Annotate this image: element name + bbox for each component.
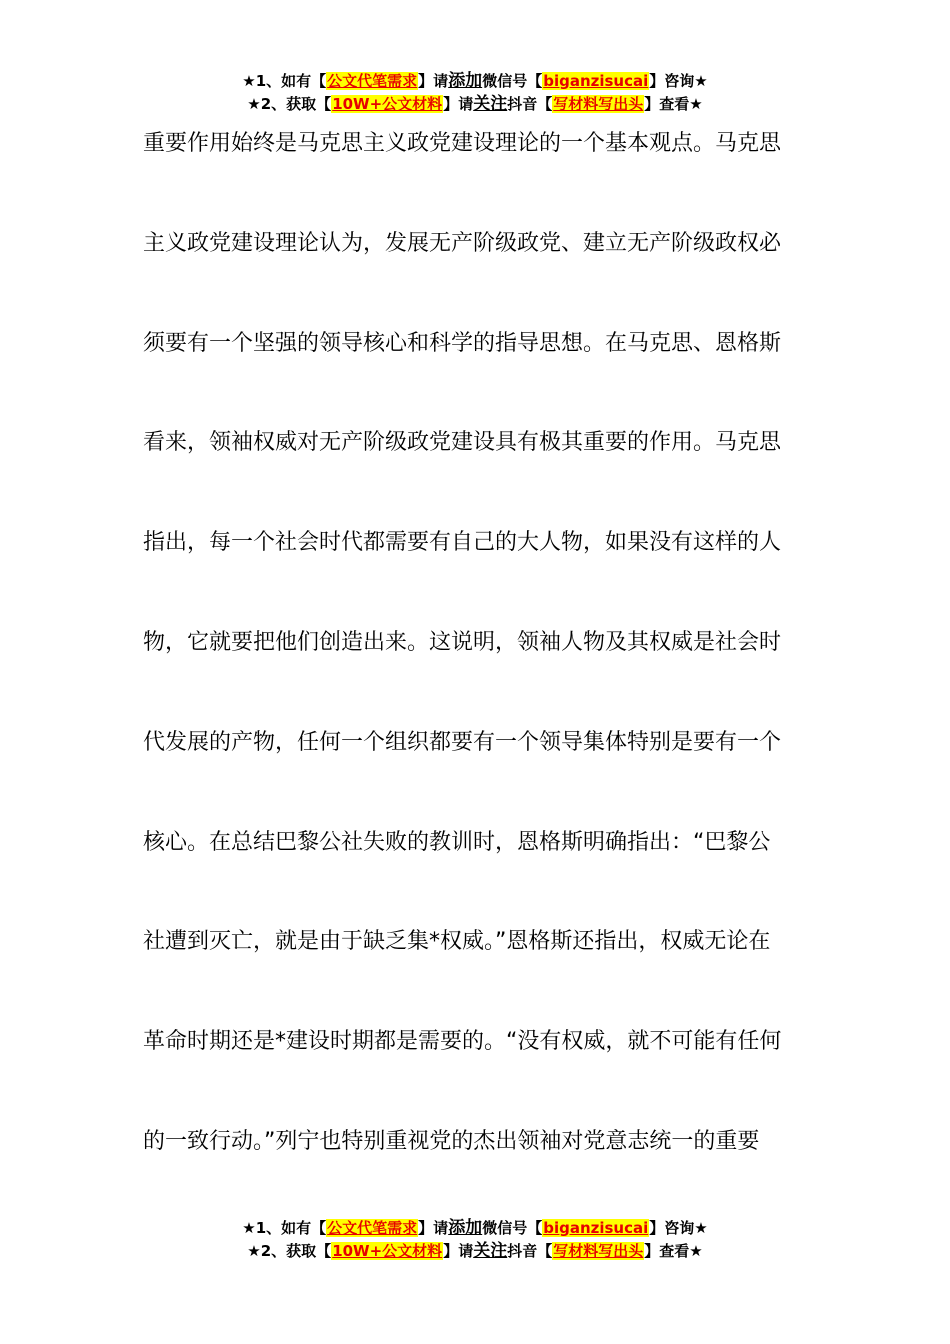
highlight-materials: 10W+公文材料 bbox=[332, 1242, 443, 1260]
banner-line-1: ★1、如有【公文代笔需求】请添加微信号【biganzisucai】咨询★ bbox=[242, 1218, 708, 1238]
highlight-materials: 10W+公文材料 bbox=[332, 95, 443, 113]
footer-banner bbox=[0, 1217, 950, 1263]
highlight-writing-service: 公文代笔需求 bbox=[327, 72, 418, 90]
banner-line-1: ★1、如有【公文代笔需求】请添加微信号【biganzisucai】咨询★ bbox=[242, 71, 708, 91]
document-body bbox=[143, 124, 823, 1222]
body-line: 主义政党建设理论认为，发展无产阶级政党、建立无产阶级政权必 bbox=[143, 230, 782, 256]
highlight-douyin-account: 写材料写出头 bbox=[553, 95, 644, 113]
body-line: 指出，每一个社会时代都需要有自己的大人物，如果没有这样的人 bbox=[143, 530, 782, 556]
highlight-douyin-account: 写材料写出头 bbox=[553, 1242, 644, 1260]
header-banner bbox=[0, 70, 950, 116]
body-line: 社遭到灭亡，就是由于缺乏集*权威。”恩格斯还指出，权威无论在 bbox=[143, 929, 771, 955]
banner-line-2: ★2、获取【10W+公文材料】请关注抖音【写材料写出头】查看★ bbox=[247, 1241, 703, 1261]
body-line: 的一致行动。”列宁也特别重视党的杰出领袖对党意志统一的重要 bbox=[143, 1128, 760, 1154]
highlight-wechat-id: biganzisucai bbox=[543, 72, 649, 90]
body-line: 须要有一个坚强的领导核心和科学的指导思想。在马克思、恩格斯 bbox=[143, 330, 782, 356]
body-line: 看来，领袖权威对无产阶级政党建设具有极其重要的作用。马克思 bbox=[143, 430, 782, 456]
body-line: 重要作用始终是马克思主义政党建设理论的一个基本观点。马克思 bbox=[143, 131, 782, 156]
banner-line-2: ★2、获取【10W+公文材料】请关注抖音【写材料写出头】查看★ bbox=[247, 94, 703, 114]
body-line: 革命时期还是*建设时期都是需要的。“没有权威，就不可能有任何 bbox=[143, 1029, 782, 1055]
body-line: 代发展的产物，任何一个组织都要有一个领导集体特别是要有一个 bbox=[143, 729, 782, 755]
highlight-wechat-id: biganzisucai bbox=[543, 1219, 649, 1237]
body-line: 核心。在总结巴黎公社失败的教训时，恩格斯明确指出：“巴黎公 bbox=[143, 829, 771, 855]
highlight-writing-service: 公文代笔需求 bbox=[327, 1219, 418, 1237]
body-line: 物，它就要把他们创造出来。这说明，领袖人物及其权威是社会时 bbox=[143, 629, 782, 655]
